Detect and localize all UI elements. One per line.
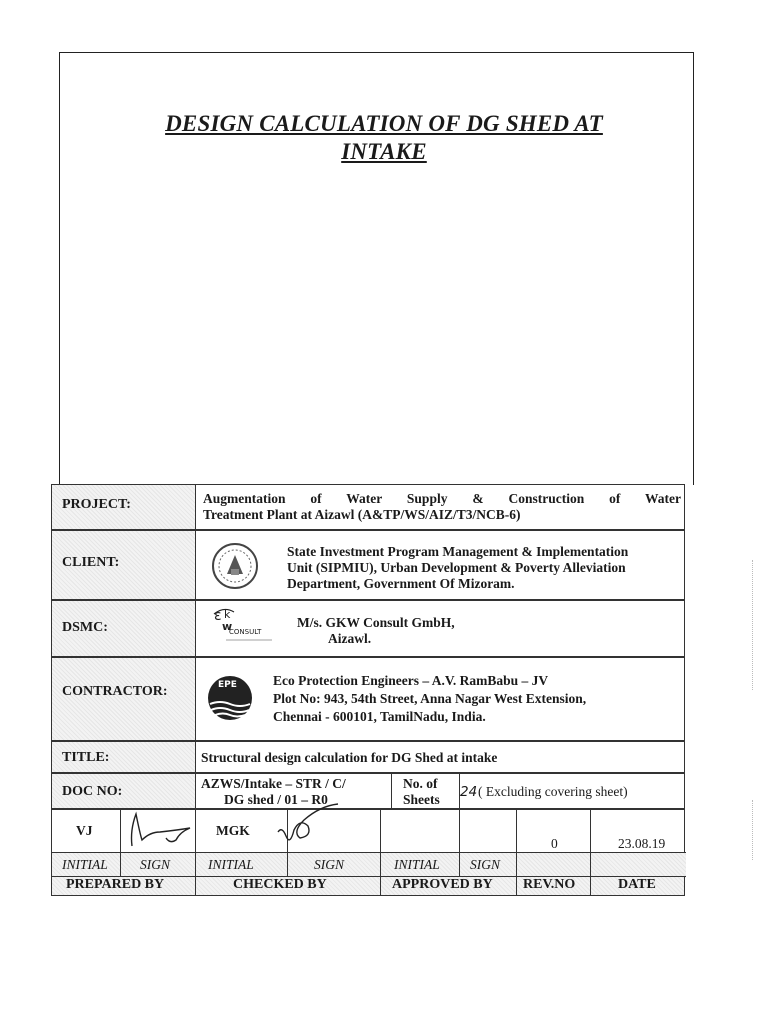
- checked-by-label: CHECKED BY: [233, 877, 327, 892]
- approved-initial-label: INITIAL: [394, 857, 440, 872]
- sheets-count: 24: [460, 784, 478, 800]
- prepared-initial: VJ: [76, 823, 93, 838]
- date-value: 23.08.19: [618, 836, 666, 851]
- checked-sign-label: SIGN: [314, 857, 344, 872]
- sheets-label-line2: Sheets: [403, 792, 440, 807]
- scan-artifact: [752, 800, 754, 860]
- roles-row: [51, 876, 685, 896]
- doc-no-row: [51, 773, 685, 809]
- project-label: PROJECT:: [62, 497, 131, 512]
- dsmc-line2: Aizawl.: [328, 631, 372, 646]
- checked-initial: MGK: [216, 823, 250, 838]
- doc-no-line1: AZWS/Intake – STR / C/: [201, 776, 346, 791]
- prepared-initial-label: INITIAL: [62, 857, 108, 872]
- gkw-logo-icon: [212, 604, 274, 644]
- contractor-line3: Chennai - 600101, TamilNadu, India.: [273, 709, 486, 724]
- scan-artifact: [752, 560, 754, 690]
- title-row: [51, 741, 685, 773]
- approved-by-label: APPROVED BY: [392, 877, 493, 892]
- title-label: TITLE:: [62, 750, 110, 765]
- mizoram-emblem-icon: [210, 541, 260, 591]
- dsmc-label: DSMC:: [62, 620, 108, 635]
- client-line1: State Investment Program Management & Implementation: [287, 544, 629, 559]
- prepared-sign-label: SIGN: [140, 857, 170, 872]
- dsmc-row: [51, 600, 685, 657]
- signoff-row: [51, 809, 685, 879]
- client-line3: Department, Government Of Mizoram.: [287, 576, 515, 591]
- gkw-logo-text: CONSULT: [229, 628, 262, 636]
- project-line1: Augmentation of Water Supply & Construction of Water: [203, 491, 681, 506]
- rev-no-label: REV.NO: [523, 877, 576, 892]
- doc-no-label: DOC NO:: [62, 784, 123, 799]
- contractor-line2: Plot No: 943, 54th Street, Anna Nagar West Extension,: [273, 691, 587, 706]
- checked-initial-label: INITIAL: [208, 857, 254, 872]
- approved-sign-label: SIGN: [470, 857, 500, 872]
- document-title-line2: INTAKE: [341, 139, 427, 164]
- contractor-line1: Eco Protection Engineers – A.V. RamBabu – JV: [273, 673, 549, 688]
- date-label: DATE: [618, 877, 656, 892]
- rev-no-value: 0: [551, 836, 558, 851]
- prepared-by-label: PREPARED BY: [66, 877, 165, 892]
- prepared-signature-icon: [126, 810, 196, 850]
- svg-text:k: k: [224, 608, 231, 621]
- client-row: [51, 530, 685, 600]
- contractor-label: CONTRACTOR:: [62, 684, 168, 699]
- svg-text:ε: ε: [214, 608, 222, 624]
- epe-logo-text: EPE: [218, 680, 237, 690]
- document-title-line1: DESIGN CALCULATION OF DG SHED AT: [165, 111, 603, 136]
- client-line2: Unit (SIPMIU), Urban Development & Poverty Alleviation: [287, 560, 626, 575]
- project-row: [51, 484, 685, 530]
- sheets-label-line1: No. of: [403, 776, 438, 791]
- client-label: CLIENT:: [62, 555, 120, 570]
- title-value: Structural design calculation for DG Shed at intake: [201, 750, 498, 765]
- project-line2: Treatment Plant at Aizawl (A&TP/WS/AIZ/T3/NCB-6): [203, 507, 521, 522]
- checked-signature-icon: [264, 802, 344, 848]
- svg-text:w: w: [222, 620, 233, 633]
- doc-no-line2: DG shed / 01 – R0: [224, 792, 328, 807]
- sheets-note: ( Excluding covering sheet): [478, 784, 628, 799]
- dsmc-line1: M/s. GKW Consult GmbH,: [297, 615, 455, 630]
- contractor-row: [51, 657, 685, 741]
